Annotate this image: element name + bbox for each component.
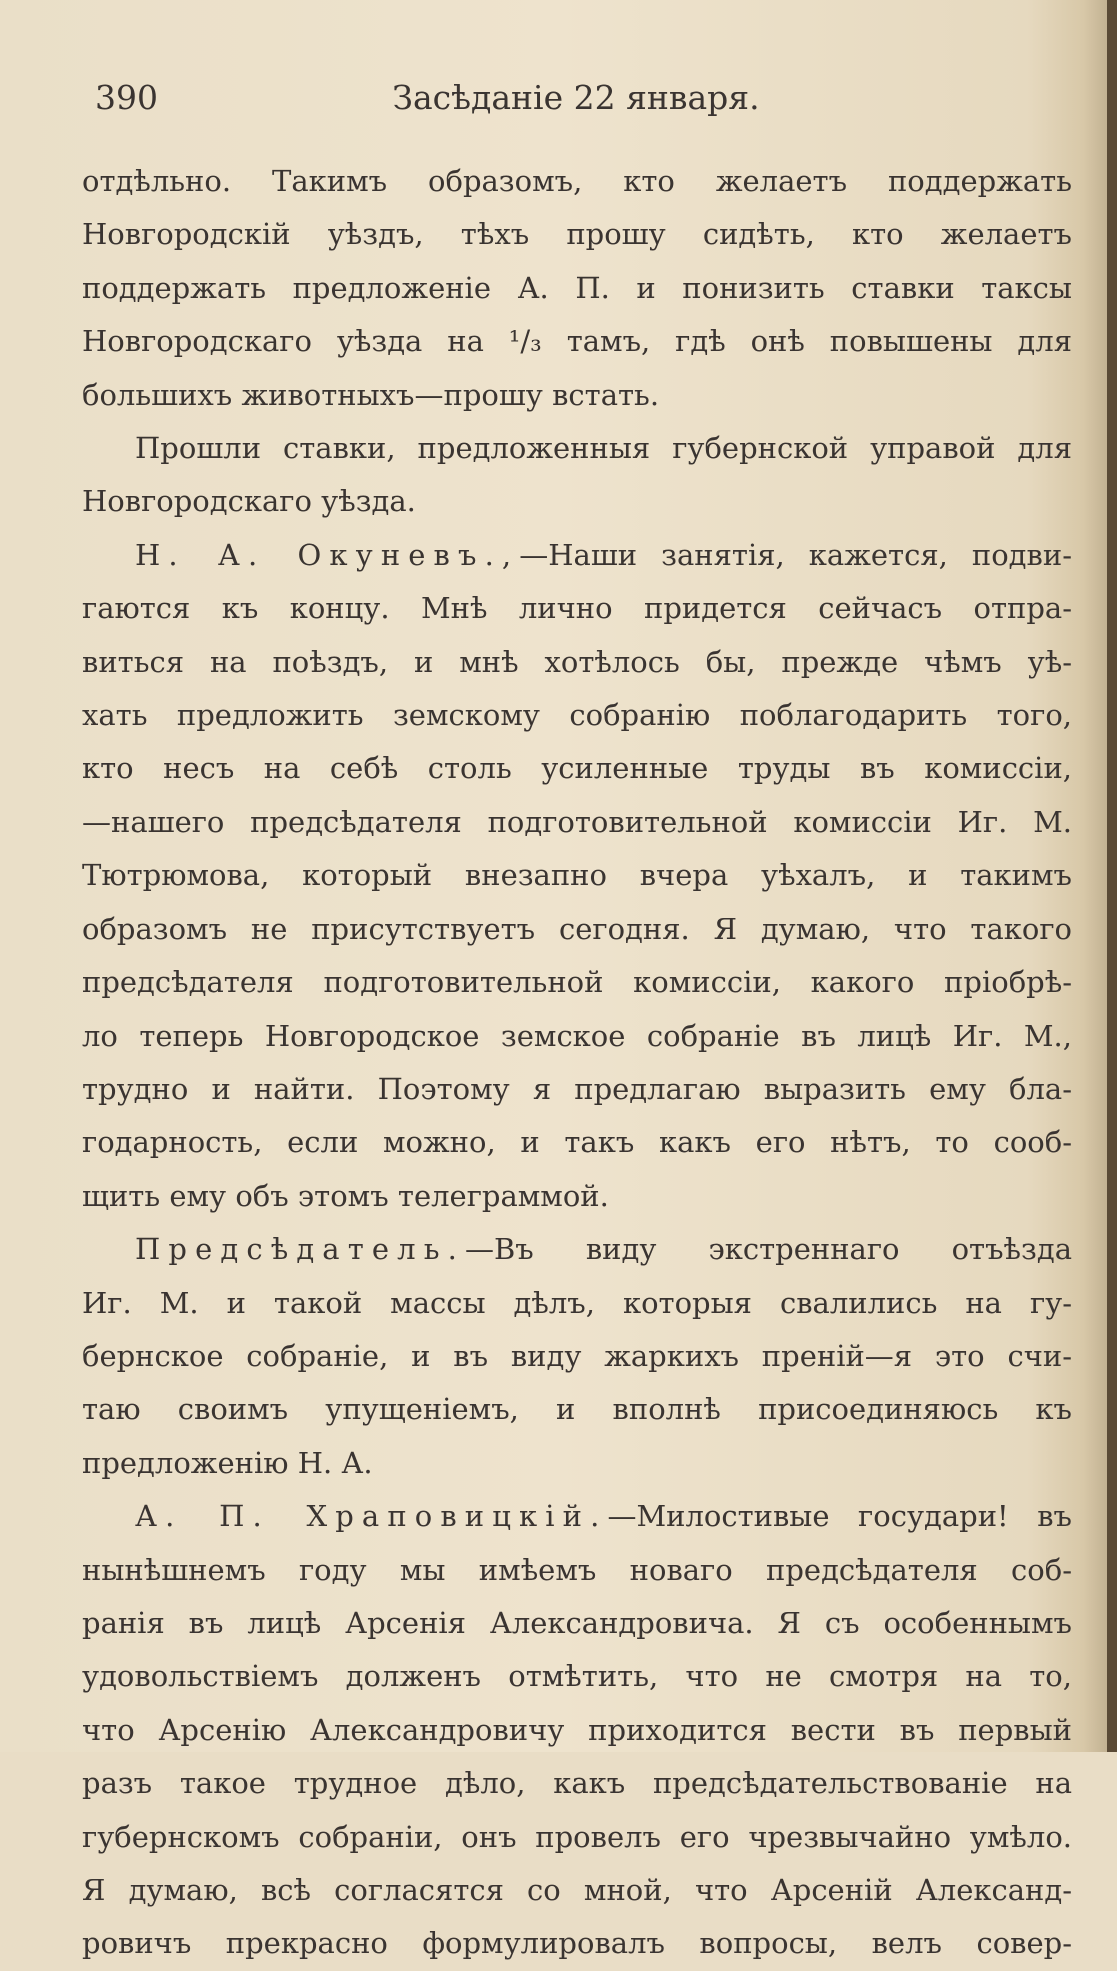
text-line: большихъ животныхъ—прошу встать.: [82, 377, 660, 412]
text-line: [82, 1490, 1072, 1543]
text-line: хать предложить земскому собранію поблагодарить того,: [82, 698, 1072, 733]
text-line: [82, 529, 1072, 582]
text-line: нынѣшнемъ году мы имѣемъ новаго предсѣдателя соб-: [82, 1552, 1072, 1587]
speaker-name: Предсѣдатель.: [135, 1232, 465, 1267]
page-number: 390: [95, 78, 158, 117]
speaker-name: А. П. Храповицкій.: [135, 1499, 608, 1534]
text-line: бернское собраніе, и въ виду жаркихъ преній—я это счи-: [82, 1338, 1072, 1373]
text-line: Иг. М. и такой массы дѣлъ, которыя свалились на гу-: [82, 1285, 1072, 1320]
speech-text: —Наши занятія, кажется, подви-: [519, 537, 1072, 572]
text-line: образомъ не присутствуетъ сегодня. Я думаю, что такого: [82, 911, 1072, 946]
text-line: отдѣльно. Такимъ образомъ, кто желаетъ поддержать: [82, 164, 1072, 198]
text-line: Я думаю, всѣ согласятся со мной, что Арсеній Александ-: [82, 1873, 1072, 1907]
text-line: Новгородскій уѣздъ, тѣхъ прошу сидѣть, кто желаетъ: [82, 217, 1072, 252]
text-line: Прошли ставки, предложенныя губернской управой для: [135, 431, 1072, 466]
text-line: что Арсенію Александровичу приходится вести въ первый: [82, 1712, 1072, 1747]
text-line: удовольствіемъ долженъ отмѣтить, что не смотря на то,: [82, 1659, 1072, 1694]
text-line: ровичъ прекрасно формулировалъ вопросы, велъ совер-: [82, 1926, 1072, 1961]
text-line: предложенію Н. А.: [82, 1445, 373, 1480]
text-line: предсѣдателя подготовительной комиссіи, какого пріобрѣ-: [82, 965, 1072, 1000]
text-line: поддержать предложеніе А. П. и понизить ставки таксы: [82, 270, 1072, 305]
body-text: [82, 155, 1072, 1971]
speaker-name: Н. А. Окуневъ.,: [135, 537, 520, 572]
text-line: щить ему объ этомъ телеграммой.: [82, 1178, 609, 1213]
text-line: Новгородскаго уѣзда.: [82, 484, 416, 519]
text-line: ранія въ лицѣ Арсенія Александровича. Я съ особеннымъ: [82, 1605, 1072, 1640]
text-line: кто несъ на себѣ столь усиленные труды въ комиссіи,: [82, 751, 1072, 786]
text-line: [82, 1223, 1072, 1276]
text-line: Тютрюмова, который внезапно вчера уѣхалъ, и такимъ: [82, 858, 1072, 893]
text-line: виться на поѣздъ, и мнѣ хотѣлось бы, прежде чѣмъ уѣ-: [82, 644, 1072, 679]
text-line: годарность, если можно, и такъ какъ его нѣтъ, то сооб-: [82, 1125, 1072, 1160]
text-line: Новгородскаго уѣзда на ¹/₃ тамъ, гдѣ онѣ повышены для: [82, 324, 1072, 359]
page-header: [95, 78, 1057, 128]
speech-text: —Милостивые государи! въ: [607, 1499, 1072, 1534]
text-line: ло теперь Новгородское земское собраніе въ лицѣ Иг. М.,: [82, 1018, 1072, 1053]
text-line: таю своимъ упущеніемъ, и вполнѣ присоединяюсь къ: [82, 1392, 1072, 1427]
running-title: Засѣданіе 22 января.: [392, 78, 760, 117]
text-line: губернскомъ собраніи, онъ провелъ его чрезвычайно умѣло.: [82, 1819, 1072, 1854]
text-line: трудно и найти. Поэтому я предлагаю выразить ему бла-: [82, 1071, 1072, 1106]
text-line: —нашего предсѣдателя подготовительной комиссіи Иг. М.: [82, 804, 1072, 839]
text-line: гаются къ концу. Мнѣ лично придется сейчасъ отпра-: [82, 591, 1072, 626]
text-line: разъ такое трудное дѣло, какъ предсѣдательствованіе на: [82, 1766, 1072, 1801]
page-edge-shadow: [1107, 0, 1117, 1752]
speech-text: —Въ виду экстреннаго отъѣзда: [464, 1232, 1072, 1267]
